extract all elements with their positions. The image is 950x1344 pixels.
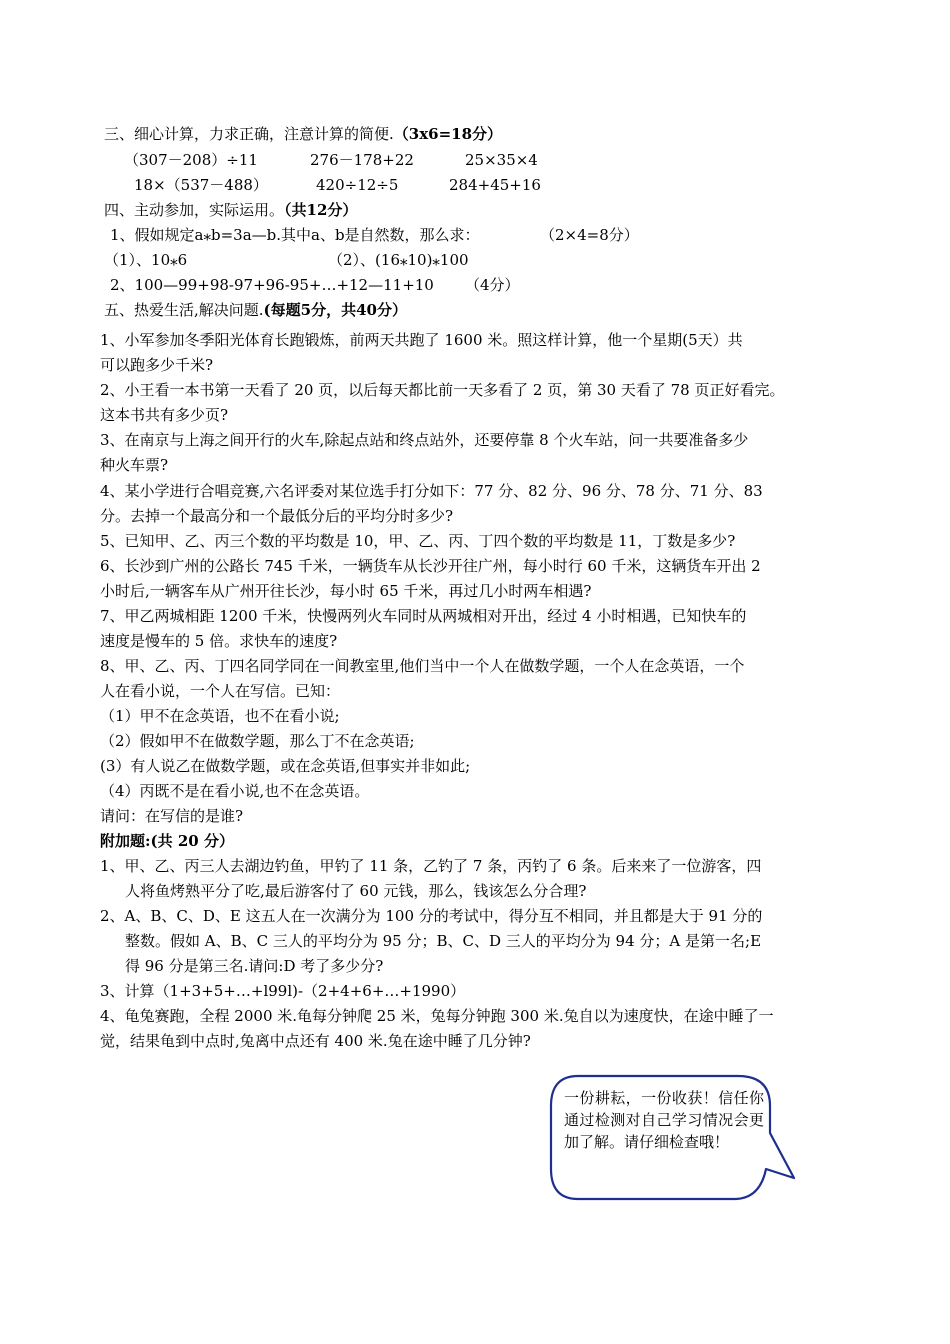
calc-3: 25×35×4	[465, 151, 538, 169]
section5-line: （1）甲不在念英语，也不在看小说;	[100, 707, 340, 725]
section5-line: 7、甲乙两城相距 1200 千米，快慢两列火车同时从两城相对开出，经过 4 小时相遇，已知快车的	[100, 607, 747, 625]
bonus-line: 2、A、B、C、D、E 这五人在一次满分为 100 分的考试中，得分互不相同，并且都是大于 91 分的	[100, 907, 763, 925]
section5-line: 5、已知甲、乙、丙三个数的平均数是 10，甲、乙、丙、丁四个数的平均数是 11，丁数是多少?	[100, 532, 736, 550]
bonus-line: 4、龟兔赛跑，全程 2000 米.龟每分钟爬 25 米，兔每分钟跑 300 米.兔自以为速度快，在途中睡了一	[100, 1007, 774, 1025]
calc-1: （307－208）÷11	[124, 151, 258, 169]
bubble-text: 一份耕耘，一份收获！信任你通过检测对自己学习情况会更加了解。请仔细检查哦！	[564, 1089, 764, 1151]
calc-5: 420÷12÷5	[316, 176, 399, 194]
section4-q2: 2、100—99+98-97+96-95+…+12—11+10	[110, 276, 434, 294]
bonus-line: 1、甲、乙、丙三人去湖边钓鱼，甲钓了 11 条，乙钓了 7 条，丙钓了 6 条。后来来了一位游客，四	[100, 857, 762, 875]
section5-line: 种火车票?	[100, 456, 169, 474]
encouragement-bubble	[548, 1073, 808, 1208]
section5-line: 速度是慢车的 5 倍。求快车的速度?	[100, 632, 338, 650]
section5-line: 分。去掉一个最高分和一个最低分后的平均分时多少?	[100, 507, 454, 525]
bonus-line: 3、计算（1+3+5+…+l99l)-（2+4+6+…+1990）	[100, 982, 466, 1000]
section5-line: 1、小军参加冬季阳光体育长跑锻炼，前两天共跑了 1600 米。照这样计算，他一个星期(5天）共	[100, 331, 743, 349]
section5-line: 人在看小说，一个人在写信。已知：	[100, 682, 341, 700]
section4-q1-a: （1）、10⁎6	[104, 251, 188, 269]
section4-q1: 1、假如规定a⁎b=3a—b.其中a、b是自然数，那么求：	[110, 226, 480, 244]
section4-title: 四、主动参加，实际运用。	[104, 201, 285, 219]
section4-q1-b: （2）、(16⁎10)⁎100	[328, 251, 469, 269]
section4-q2-score: （4分）	[465, 276, 520, 294]
section4-q1-score: （2×4=8分）	[540, 226, 639, 244]
section5-line: 4、某小学进行合唱竞赛,六名评委对某位选手打分如下：77 分、82 分、96 分、78 分、71 分、83	[100, 482, 763, 500]
section3-score: （3x6=18分）	[393, 125, 503, 143]
section4-heading	[104, 200, 357, 220]
bonus-title: 附加题:(共 20 分）	[100, 832, 234, 850]
section5-title: 五、热爱生活,解决问题.	[104, 301, 264, 319]
bonus-line: 觉，结果龟到中点时,兔离中点还有 400 米.兔在途中睡了几分钟?	[100, 1032, 531, 1050]
bonus-line: 整数。假如 A、B、C 三人的平均分为 95 分；B、C、D 三人的平均分为 94 分；A 是第一名;E	[125, 932, 762, 950]
section5-line: 2、小王看一本书第一天看了 20 页，以后每天都比前一天多看了 2 页，第 30 天看了 78 页正好看完。	[100, 381, 785, 399]
section5-heading	[104, 300, 407, 320]
section5-score: (每题5分，共40分）	[263, 301, 407, 319]
section5-line: （2）假如甲不在做数学题，那么丁不在念英语;	[100, 732, 415, 750]
section5-line: 小时后,一辆客车从广州开往长沙，每小时 65 千米，再过几小时两车相遇?	[100, 582, 592, 600]
section5-line: 请问：在写信的是谁?	[100, 807, 244, 825]
calc-4: 18×（537－488）	[134, 176, 268, 194]
bonus-line: 人将鱼烤熟平分了吃,最后游客付了 60 元钱，那么，钱该怎么分合理?	[125, 882, 587, 900]
section5-line: （4）丙既不是在看小说,也不在念英语。	[100, 782, 370, 800]
calc-6: 284+45+16	[449, 176, 541, 194]
section5-line: 6、长沙到广州的公路长 745 千米，一辆货车从长沙开往广州，每小时行 60 千米，这辆货车开出 2	[100, 557, 761, 575]
section5-line: 这本书共有多少页?	[100, 406, 229, 424]
section5-line: 可以跑多少千米?	[100, 356, 214, 374]
section5-line: (3）有人说乙在做数学题，或在念英语,但事实并非如此;	[100, 757, 471, 775]
section4-score: （共12分）	[284, 201, 358, 219]
section5-line: 8、甲、乙、丙、丁四名同学同在一间教室里,他们当中一个人在做数学题，一个人在念英语，一个	[100, 657, 745, 675]
section3-heading	[104, 124, 502, 144]
calc-2: 276－178+22	[310, 151, 414, 169]
bonus-line: 得 96 分是第三名.请问:D 考了多少分?	[125, 957, 384, 975]
section5-line: 3、在南京与上海之间开行的火车,除起点站和终点站外，还要停靠 8 个火车站，问一共要准备多少	[100, 431, 749, 449]
section3-title: 三、细心计算，力求正确，注意计算的简便.	[104, 125, 394, 143]
